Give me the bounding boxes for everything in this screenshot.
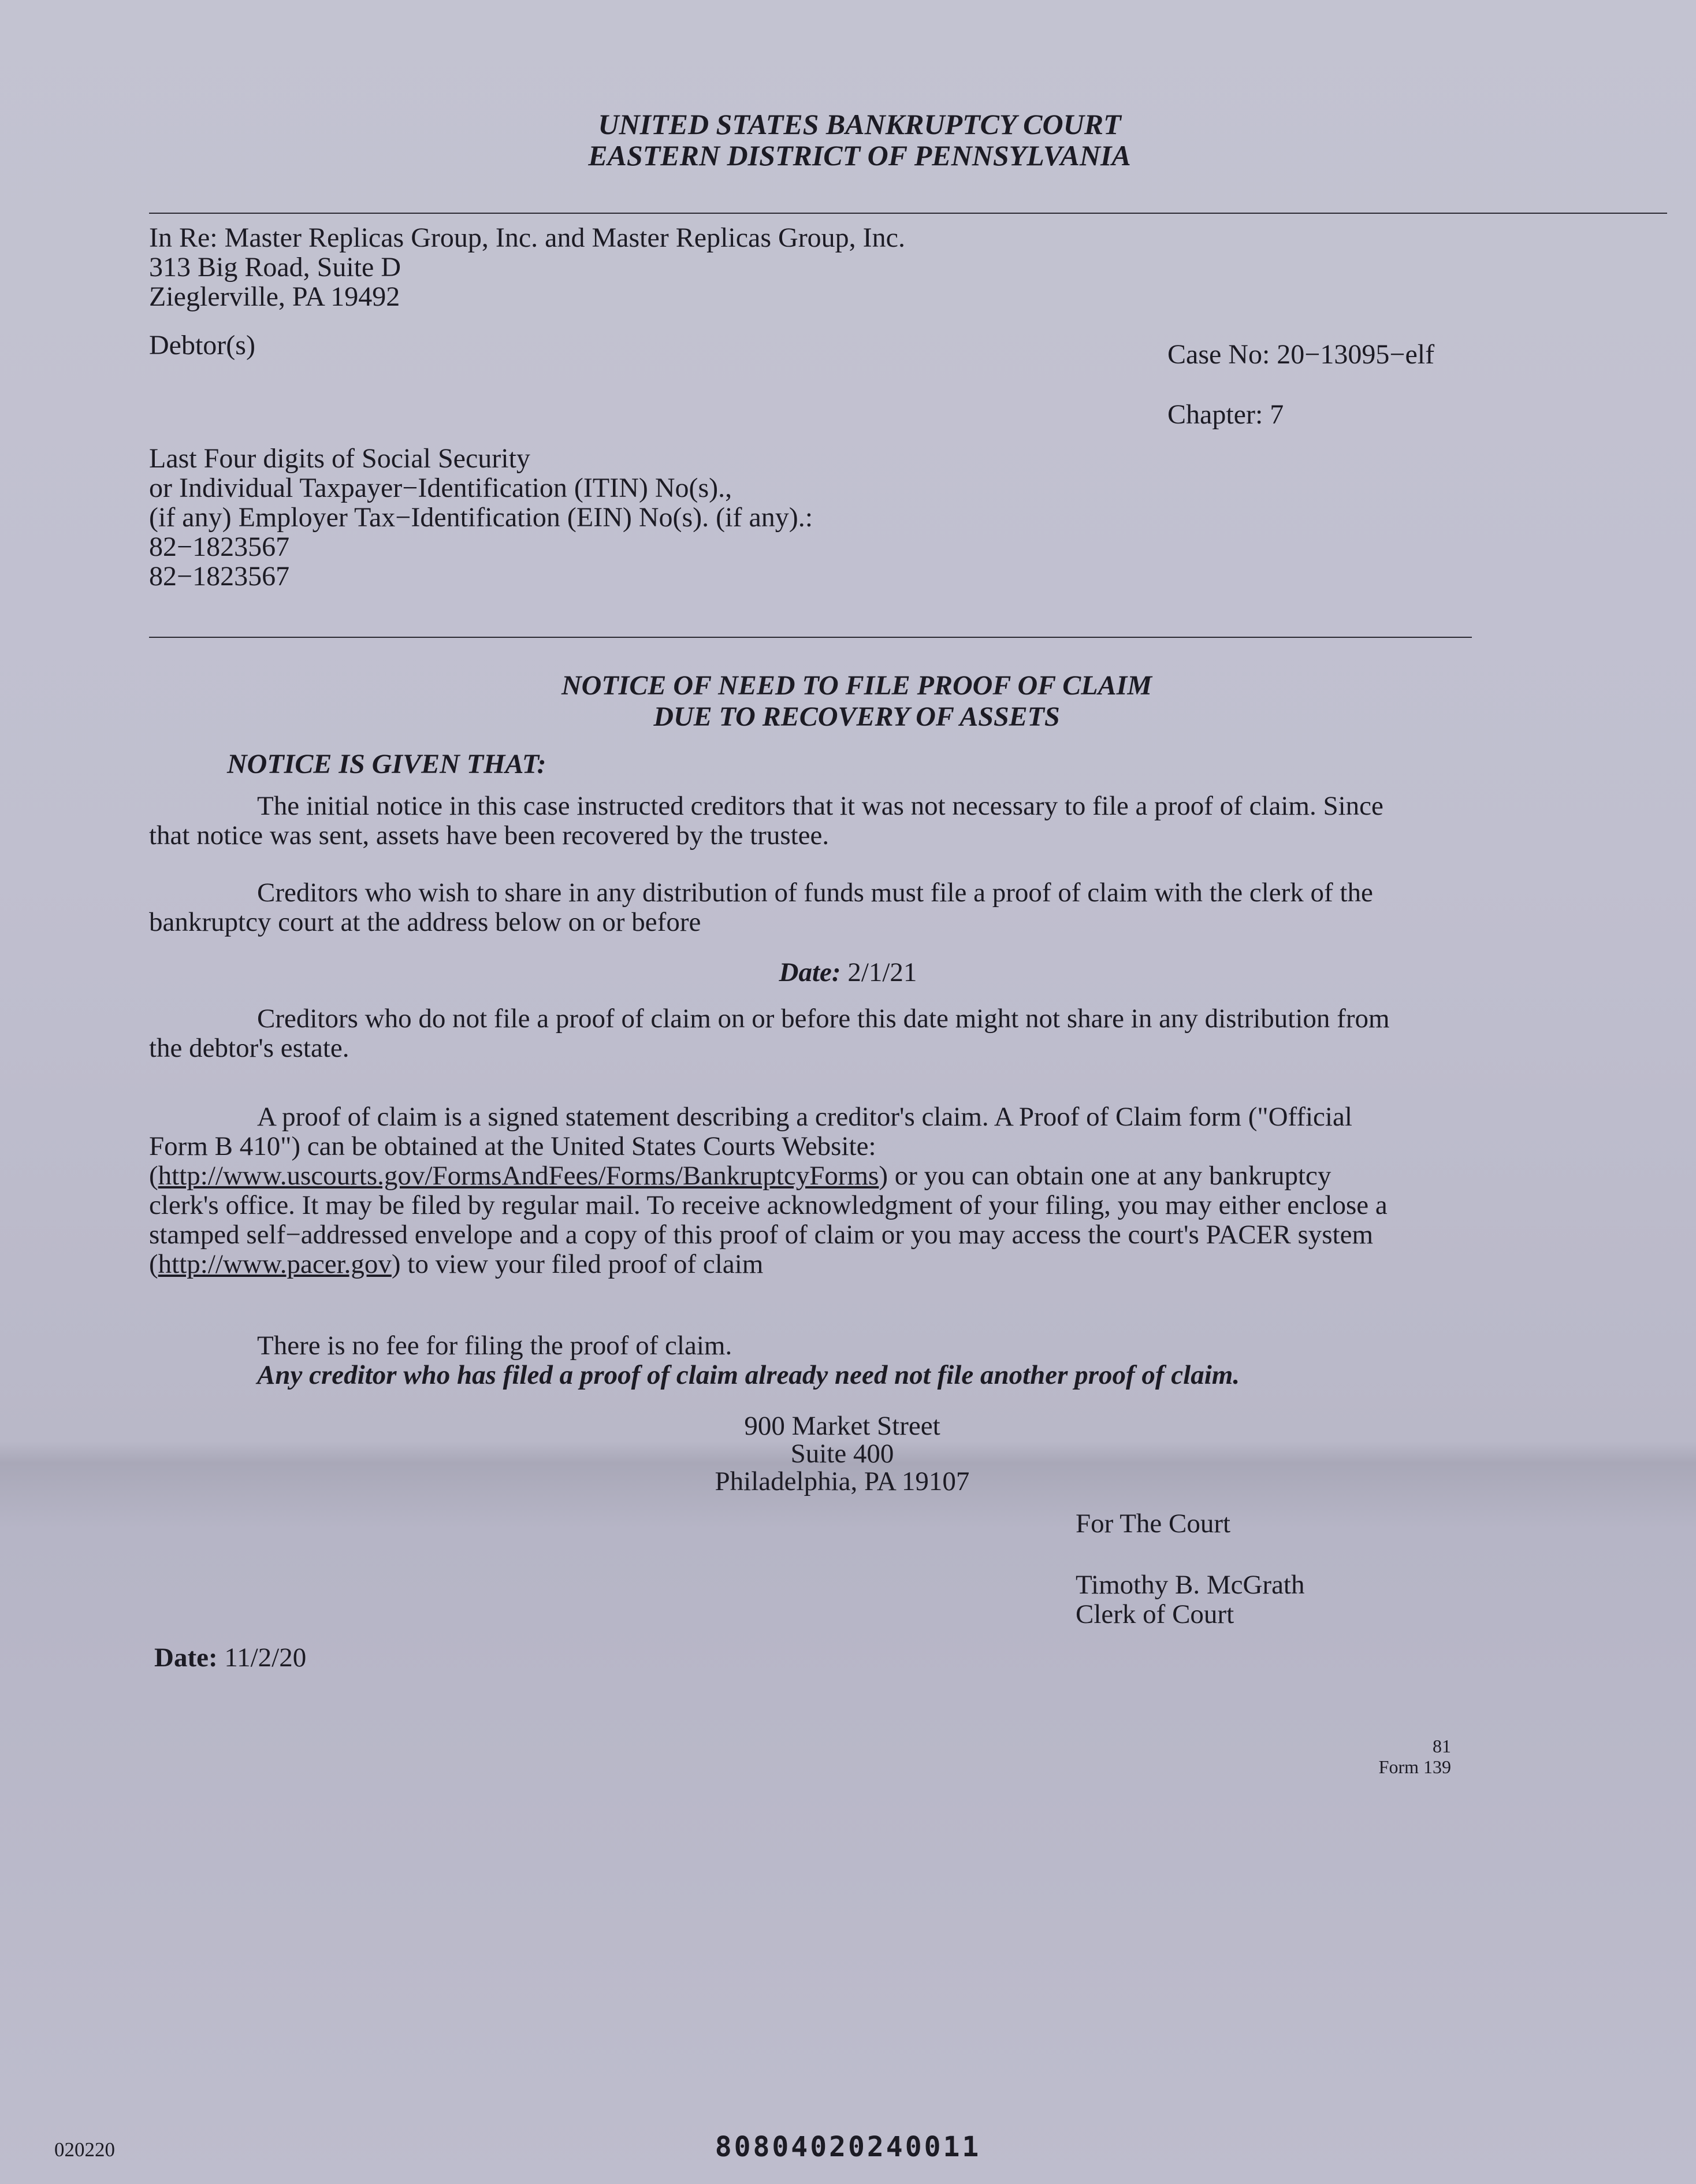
case-number: Case No: 20−13095−elf — [1167, 339, 1435, 370]
form-id — [1329, 1736, 1451, 1777]
debtor-address-line1: 313 Big Road, Suite D — [149, 252, 401, 283]
issued-date-value: 11/2/20 — [224, 1643, 307, 1673]
notice-given-heading: NOTICE IS GIVEN THAT: — [227, 749, 546, 779]
in-re-line: In Re: Master Replicas Group, Inc. and Master Replicas Group, Inc. — [149, 222, 905, 253]
paragraph-text: Creditors who do not file a proof of claim on or before this date might not share in any distribution from — [257, 1004, 1390, 1034]
debtor-address-line2: Zieglerville, PA 19492 — [149, 281, 400, 312]
court-address-line1: 900 Market Street — [744, 1411, 940, 1441]
pacer-link[interactable]: http://www.pacer.gov — [158, 1249, 392, 1279]
paragraph-text: ) or you can obtain one at any bankruptcy — [879, 1161, 1331, 1191]
paragraph-text: clerk's office. It may be filed by regular mail. To receive acknowledgment of your filing, you may either enclose a — [149, 1190, 1388, 1220]
ein-value: 82−1823567 — [149, 561, 290, 592]
paragraph-text: bankruptcy court at the address below on or before — [149, 907, 701, 937]
ein-value: 82−1823567 — [149, 532, 290, 562]
paragraph-share-distribution — [149, 878, 1674, 937]
debtor-block — [149, 223, 905, 311]
paragraph-text: Creditors who wish to share in any distribution of funds must file a proof of claim with the clerk of the — [257, 878, 1373, 908]
section-divider — [149, 637, 1472, 638]
court-name: UNITED STATES BANKRUPTCY COURT — [598, 108, 1121, 140]
court-address — [611, 1412, 1073, 1495]
notice-title — [0, 670, 1696, 733]
tax-id-block — [149, 444, 813, 591]
paragraph-text: ) to view your filed proof of claim — [391, 1249, 764, 1279]
form-number: 81 — [1433, 1736, 1451, 1756]
case-chapter: Chapter: 7 — [1167, 399, 1284, 430]
footer-left-code: 020220 — [54, 2138, 115, 2161]
paragraph-text: stamped self−addressed envelope and a copy of this proof of claim or you may access the court's PACER system — [149, 1220, 1374, 1250]
deadline-label: Date: — [779, 957, 841, 987]
fee-notice — [257, 1331, 1240, 1390]
paragraph-text: The initial notice in this case instructed creditors that it was not necessary to file a proof of claim. Since — [257, 791, 1383, 821]
court-district: EASTERN DISTRICT OF PENNSYLVANIA — [588, 139, 1131, 172]
paragraph-initial-notice — [149, 792, 1674, 850]
tax-id-line3: (if any) Employer Tax−Identification (EIN) No(s). (if any).: — [149, 502, 813, 533]
issued-date-label: Date: — [154, 1643, 218, 1673]
court-address-line3: Philadelphia, PA 19107 — [715, 1466, 970, 1496]
header-divider — [149, 213, 1667, 214]
paren-open: ( — [149, 1249, 158, 1279]
deadline — [0, 958, 1696, 987]
paragraph-proof-of-claim — [149, 1102, 1686, 1279]
footer-barcode-number: 80804020240011 — [715, 2131, 981, 2163]
clerk-name: Timothy B. McGrath — [1076, 1570, 1305, 1600]
court-address-line2: Suite 400 — [790, 1439, 894, 1469]
fee-line: There is no fee for filing the proof of claim. — [257, 1331, 732, 1361]
notice-title-line2: DUE TO RECOVERY OF ASSETS — [653, 701, 1060, 732]
notice-title-line1: NOTICE OF NEED TO FILE PROOF OF CLAIM — [561, 670, 1152, 701]
tax-id-line1: Last Four digits of Social Security — [149, 443, 530, 474]
court-header — [0, 109, 1696, 171]
clerk-signature-block — [1076, 1570, 1305, 1629]
paragraph-not-filed — [149, 1004, 1686, 1063]
form-name: Form 139 — [1378, 1756, 1451, 1777]
uscourts-forms-link[interactable]: http://www.uscourts.gov/FormsAndFees/Forms/BankruptcyForms — [158, 1161, 879, 1191]
paragraph-text: Form B 410") can be obtained at the United States Courts Website: — [149, 1131, 876, 1161]
already-filed-line: Any creditor who has filed a proof of claim already need not file another proof of claim. — [257, 1360, 1240, 1390]
paragraph-text: A proof of claim is a signed statement describing a creditor's claim. A Proof of Claim form ("Official — [257, 1102, 1352, 1132]
for-the-court: For The Court — [1076, 1509, 1231, 1539]
tax-id-line2: or Individual Taxpayer−Identification (ITIN) No(s)., — [149, 473, 732, 503]
paren-open: ( — [149, 1161, 158, 1191]
debtor-label: Debtor(s) — [149, 330, 255, 361]
issued-date — [154, 1643, 306, 1673]
paragraph-text: that notice was sent, assets have been recovered by the trustee. — [149, 820, 830, 850]
clerk-title: Clerk of Court — [1076, 1599, 1234, 1629]
paragraph-text: the debtor's estate. — [149, 1033, 349, 1063]
deadline-value: 2/1/21 — [847, 957, 917, 987]
